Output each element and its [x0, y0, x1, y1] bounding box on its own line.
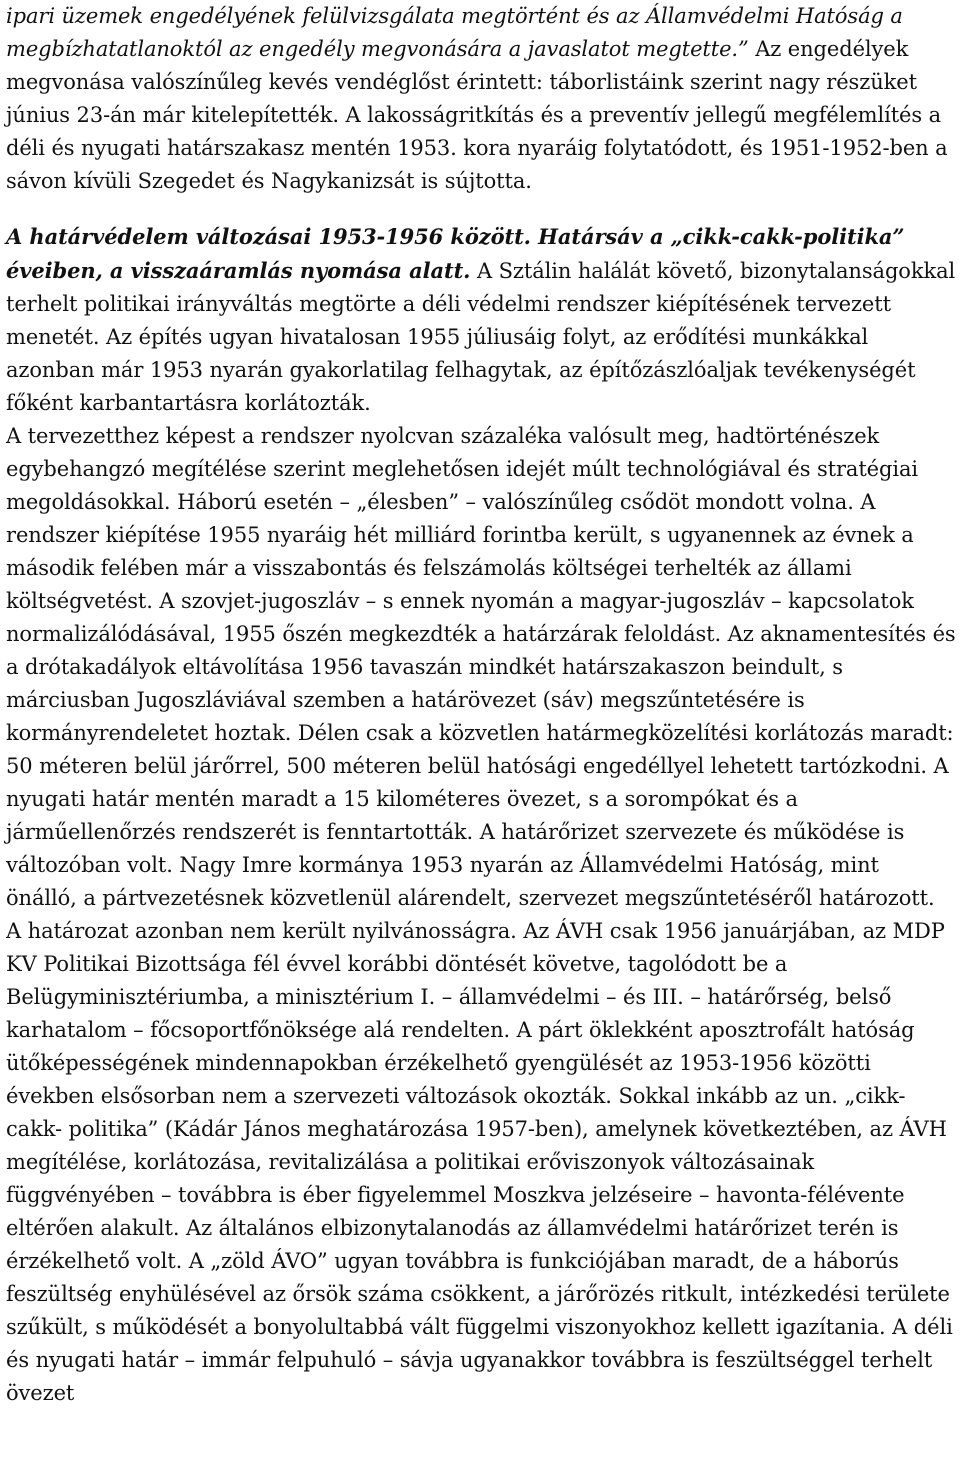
paragraph-2-body: A Sztálin halálát követő, bizonytalanságokkal terhelt politikai irányváltás megtörte a déli védelmi rendszer kiépítésének tervezett menetét. Az építés ugyan hivatalosan 1955 júliusáig folyt, az erődítési munkákkal azonban már 1953 nyarán gyakorlatilag felhagytak, az építőzászlóaljak tevékenységét főként karbantartásra korlátozták.: [6, 259, 956, 415]
document-page: [6, 0, 956, 1410]
section-heading: A határvédelem változásai 1953-1956 között. Határsáv a „cikk-cakk-politika” éveiben, a visszaáramlás nyomása alatt.: [6, 224, 905, 283]
paragraph-1-body: Az engedélyek megvonása valószínűleg kevés vendéglőst érintett: táborlistáink szerint nagy részüket június 23-án már kitelepítették. A lakosságritkítás és a preventív jellegű megfélemlítés a déli és nyugati határszakasz mentén 1953. kora nyaráig folytatódott, és 1951-1952-ben a sávon kívüli Szegedet és Nagykanizsát is sújtotta.: [6, 37, 948, 193]
paragraph-2: [6, 220, 956, 420]
paragraph-1-italic-quote: ipari üzemek engedélyének felülvizsgálata megtörtént és az Államvédelmi Hatóság a megbízhatatlanoktól az engedély megvonására a javaslatot megtette.”: [6, 4, 903, 61]
paragraph-1: [6, 0, 956, 198]
paragraph-3: A tervezetthez képest a rendszer nyolcvan százaléka valósult meg, hadtörténészek egybehangzó megítélése szerint meglehetősen idejét múlt technológiával és stratégiai megoldásokkal. Háború esetén – „élesben” – valószínűleg csődöt mondott volna. A rendszer kiépítése 1955 nyaráig hét milliárd forintba került, s ugyanennek az évnek a második felében már a visszabontás és felszámolás költségei terhelték az állami költségvetést. A szovjet-jugoszláv – s ennek nyomán a magyar-jugoszláv – kapcsolatok normalizálódásával, 1955 őszén megkezdték a határzárak feloldást. Az aknamentesítés és a drótakadályok eltávolítása 1956 tavaszán mindkét határszakaszon beindult, s márciusban Jugoszláviával szemben a határövezet (sáv) megszűntetésére is kormányrendeletet hoztak. Délen csak a közvetlen határmegközelítési korlátozás maradt: 50 méteren belül járőrrel, 500 méteren belül hatósági engedéllyel lehetett tartózkodni. A nyugati határ mentén maradt a 15 kilométeres övezet, s a sorompókat és a járműellenőrzés rendszerét is fenntartották. A határőrizet szervezete és működése is változóban volt. Nagy Imre kormánya 1953 nyarán az Államvédelmi Hatóság, mint önálló, a pártvezetésnek közvetlenül alárendelt, szervezet megszűntetéséről határozott. A határozat azonban nem került nyilvánosságra. Az ÁVH csak 1956 januárjában, az MDP KV Politikai Bizottsága fél évvel korábbi döntését követve, tagolódott be a Belügyminisztériumba, a minisztérium I. – államvédelmi – és III. – határőrség, belső karhatalom – főcsoportfőnöksége alá rendelten. A párt öklekként aposztrofált hatóság ütőképességének mindennapokban érzékelhető gyengülését az 1953-1956 közötti években elsősorban nem a szervezeti változások okozták. Sokkal inkább az un. „cikk-cakk- politika” (Kádár János meghatározása 1957-ben), amelynek következtében, az ÁVH megítélése, korlátozása, revitalizálása a politikai erőviszonyok változásainak függvényében – továbbra is éber figyelemmel Moszkva jelzéseire – havonta-félévente eltérően alakult. Az általános elbizonytalanodás az államvédelmi határőrizet terén is érzékelhető volt. A „zöld ÁVO” ugyan továbbra is funkciójában maradt, de a háborús feszültség enyhülésével az őrsök száma csökkent, a járőrözés ritkult, intézkedési területe szűkült, s működését a bonyolultabbá vált függelmi viszonyokhoz kellett igazítania. A déli és nyugati határ – immár felpuhuló – sávja ugyanakkor továbbra is feszültséggel terhelt övezet: [6, 424, 956, 1405]
